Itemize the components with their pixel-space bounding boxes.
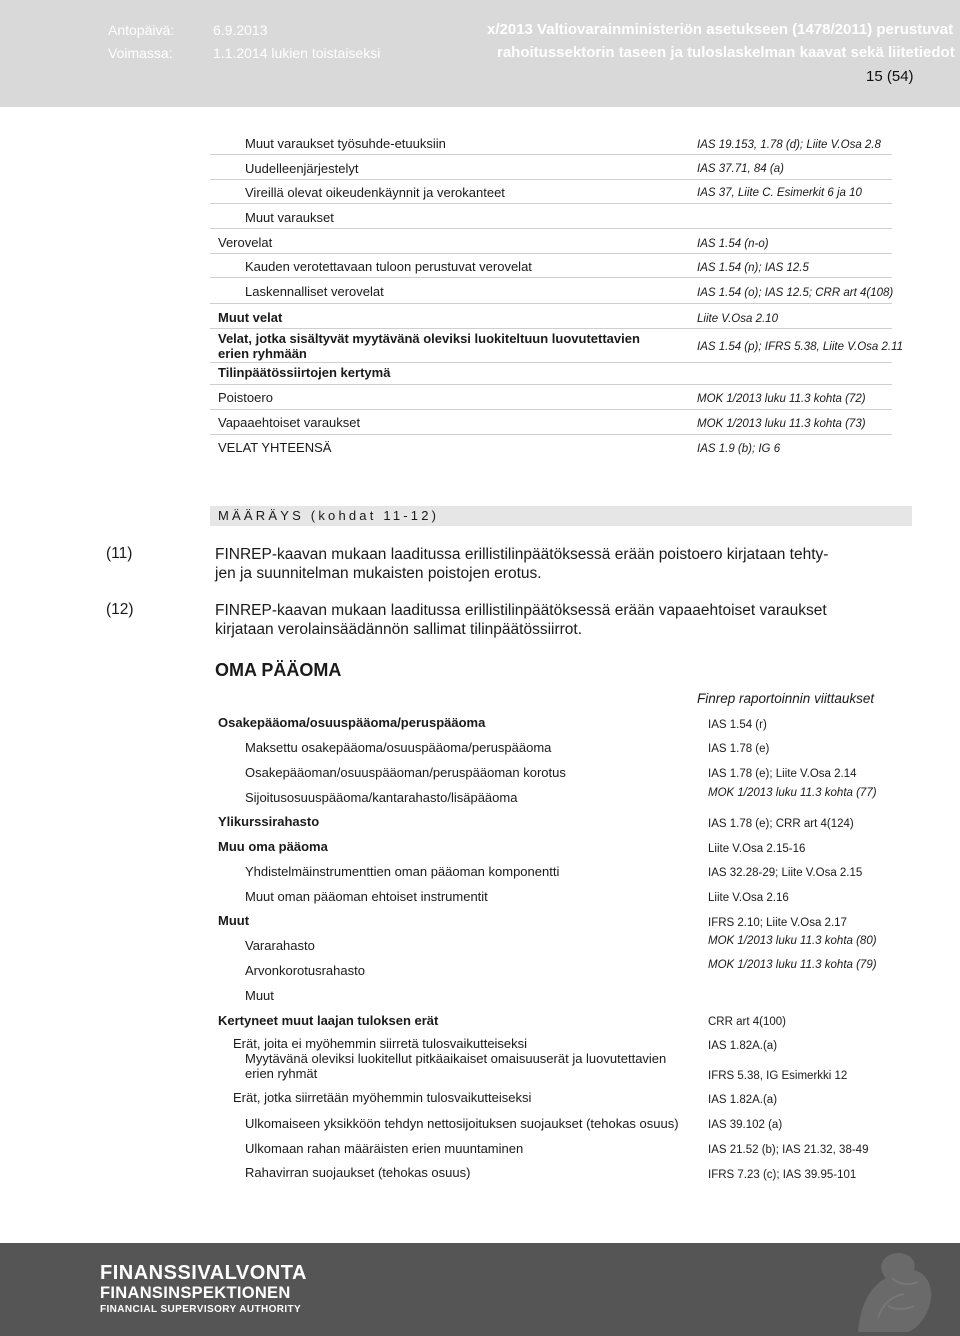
- row-divider: [210, 179, 892, 180]
- row-divider: [210, 434, 892, 435]
- row-ref: IAS 37, Liite C. Esimerkit 6 ja 10: [697, 187, 862, 199]
- row-ref: MOK 1/2013 luku 11.3 kohta (80): [708, 935, 877, 947]
- row-label: Verovelat: [218, 235, 273, 250]
- row-label: Muut varaukset: [245, 210, 334, 225]
- row-label: Muut velat: [218, 310, 283, 325]
- row-divider: [210, 362, 892, 363]
- row-ref: Liite V.Osa 2.15-16: [708, 843, 806, 855]
- row-label: Muut: [218, 913, 250, 928]
- logo-line-3: FINANCIAL SUPERVISORY AUTHORITY: [100, 1304, 302, 1315]
- row-label: Ulkomaiseen yksikköön tehdyn nettosijoituksen suojaukset (tehokas osuus): [245, 1116, 679, 1131]
- row-label: Kauden verotettavaan tuloon perustuvat verovelat: [245, 259, 532, 274]
- paragraph-line: FINREP-kaavan mukaan laaditussa erillistilinpäätöksessä erään vapaaehtoiset varaukset: [215, 602, 827, 619]
- row-label: Muu oma pääoma: [218, 839, 328, 854]
- row-label: Velat, jotka sisältyvät myytävänä oleviksi luokiteltuun luovutettavien: [218, 331, 640, 346]
- paragraph-line: FINREP-kaavan mukaan laaditussa erillistilinpäätöksessä erään poistoero kirjataan tehty-: [215, 546, 829, 563]
- row-ref: IAS 39.102 (a): [708, 1119, 783, 1131]
- row-label-continued: erien ryhmään: [218, 346, 307, 361]
- row-label: Arvonkorotusrahasto: [245, 963, 365, 978]
- logo-line-2: FINANSINSPEKTIONEN: [100, 1284, 291, 1302]
- row-label: Poistoero: [218, 390, 273, 405]
- row-ref: IAS 1.78 (e): [708, 743, 770, 755]
- row-divider: [210, 328, 892, 329]
- row-ref: IAS 37.71, 84 (a): [697, 163, 784, 175]
- row-label: Muut oman pääoman ehtoiset instrumentit: [245, 889, 488, 904]
- row-divider: [210, 409, 892, 410]
- row-divider: [210, 303, 892, 304]
- document-title-line2: rahoitussektorin taseen ja tuloslaskelman kaavat sekä liitetiedot: [497, 44, 955, 61]
- row-divider: [210, 154, 892, 155]
- row-label: Muut: [245, 988, 274, 1003]
- row-ref: IFRS 5.38, IG Esimerkki 12: [708, 1070, 848, 1082]
- page-number: 15 (54): [866, 68, 914, 85]
- row-ref: Liite V.Osa 2.10: [697, 313, 778, 325]
- maarays-heading: MÄÄRÄYS (kohdat 11-12): [218, 508, 440, 523]
- document-header: [0, 0, 960, 107]
- row-divider: [210, 228, 892, 229]
- row-label: Ylikurssirahasto: [218, 814, 320, 829]
- row-label: Uudelleenjärjestelyt: [245, 161, 359, 176]
- row-ref: MOK 1/2013 luku 11.3 kohta (72): [697, 393, 866, 405]
- paragraph-text: [215, 545, 915, 583]
- row-label: Myytävänä oleviksi luokitellut pitkäaikaiset omaisuuserät ja luovutettavien: [245, 1051, 667, 1066]
- row-ref: IAS 1.54 (n-o): [697, 238, 769, 250]
- row-ref: IAS 19.153, 1.78 (d); Liite V.Osa 2.8: [697, 139, 881, 151]
- row-divider: [210, 203, 892, 204]
- row-ref: IAS 32.28-29; Liite V.Osa 2.15: [708, 867, 863, 879]
- row-label-continued: erien ryhmät: [245, 1066, 318, 1081]
- row-ref: MOK 1/2013 luku 11.3 kohta (79): [708, 959, 877, 971]
- valid-label: Voimassa:: [108, 45, 173, 61]
- row-label: Laskennalliset verovelat: [245, 284, 384, 299]
- row-label: Maksettu osakepääoma/osuuspääoma/peruspääoma: [245, 740, 552, 755]
- row-divider: [210, 253, 892, 254]
- row-divider: [210, 384, 892, 385]
- row-label: Erät, jotka siirretään myöhemmin tulosvaikutteiseksi: [233, 1090, 532, 1105]
- row-ref: IAS 1.78 (e); Liite V.Osa 2.14: [708, 768, 857, 780]
- row-ref: Liite V.Osa 2.16: [708, 892, 789, 904]
- row-label: Yhdistelmäinstrumenttien oman pääoman komponentti: [245, 864, 560, 879]
- row-label: Erät, joita ei myöhemmin siirretä tulosvaikutteiseksi: [233, 1036, 528, 1051]
- lion-emblem-icon: [848, 1248, 938, 1334]
- row-ref: IAS 1.54 (n); IAS 12.5: [697, 262, 809, 274]
- logo-line-1: FINANSSIVALVONTA: [100, 1262, 307, 1284]
- row-label: Ulkomaan rahan määräisten erien muuntaminen: [245, 1141, 524, 1156]
- row-label: Kertyneet muut laajan tuloksen erät: [218, 1013, 439, 1028]
- row-ref: MOK 1/2013 luku 11.3 kohta (77): [708, 787, 877, 799]
- paragraph-number: (12): [106, 601, 134, 618]
- row-label: Vireillä olevat oikeudenkäynnit ja verokanteet: [245, 185, 505, 200]
- valid-value: 1.1.2014 lukien toistaiseksi: [213, 45, 381, 61]
- paragraph-text: [215, 601, 915, 639]
- document-title-line1: x/2013 Valtiovarainministeriön asetukseen (1478/2011) perustuvat: [487, 21, 954, 38]
- issued-date: 6.9.2013: [213, 22, 268, 38]
- row-ref: CRR art 4(100): [708, 1016, 786, 1028]
- row-label: Sijoitusosuuspääoma/kantarahasto/lisäpääoma: [245, 790, 518, 805]
- row-ref: IAS 1.78 (e); CRR art 4(124): [708, 818, 854, 830]
- row-label: Tilinpäätössiirtojen kertymä: [218, 365, 391, 380]
- row-divider: [210, 277, 892, 278]
- paragraph-number: (11): [106, 545, 133, 562]
- row-ref: MOK 1/2013 luku 11.3 kohta (73): [697, 418, 866, 430]
- row-label: Osakepääoman/osuuspääoman/peruspääoman korotus: [245, 765, 566, 780]
- row-ref: IAS 1.54 (p); IFRS 5.38, Liite V.Osa 2.11: [697, 341, 904, 353]
- paragraph-line: kirjataan verolainsäädännön sallimat tilinpäätössiirrot.: [215, 621, 583, 638]
- paragraph-line: jen ja suunnitelman mukaisten poistojen erotus.: [215, 565, 542, 582]
- issued-label: Antopäivä:: [108, 22, 175, 38]
- row-ref: IFRS 7.23 (c); IAS 39.95-101: [708, 1169, 857, 1181]
- row-ref: IAS 21.52 (b); IAS 21.32, 38-49: [708, 1144, 869, 1156]
- row-label: Vapaaehtoiset varaukset: [218, 415, 361, 430]
- row-label: VELAT YHTEENSÄ: [218, 440, 332, 455]
- row-label: Osakepääoma/osuuspääoma/peruspääoma: [218, 715, 486, 730]
- row-ref: IFRS 2.10; Liite V.Osa 2.17: [708, 917, 847, 929]
- row-ref: IAS 1.54 (o); IAS 12.5; CRR art 4(108): [697, 287, 894, 299]
- section-title: OMA PÄÄOMA: [215, 660, 342, 680]
- row-ref: IAS 1.82A.(a): [708, 1094, 778, 1106]
- row-ref: IAS 1.54 (r): [708, 719, 767, 731]
- row-label: Vararahasto: [245, 938, 315, 953]
- reference-column-header: Finrep raportoinnin viittaukset: [697, 691, 875, 706]
- row-ref: IAS 1.9 (b); IG 6: [697, 443, 781, 455]
- row-ref: IAS 1.82A.(a): [708, 1040, 778, 1052]
- row-label: Rahavirran suojaukset (tehokas osuus): [245, 1165, 471, 1180]
- row-label: Muut varaukset työsuhde-etuuksiin: [245, 136, 446, 151]
